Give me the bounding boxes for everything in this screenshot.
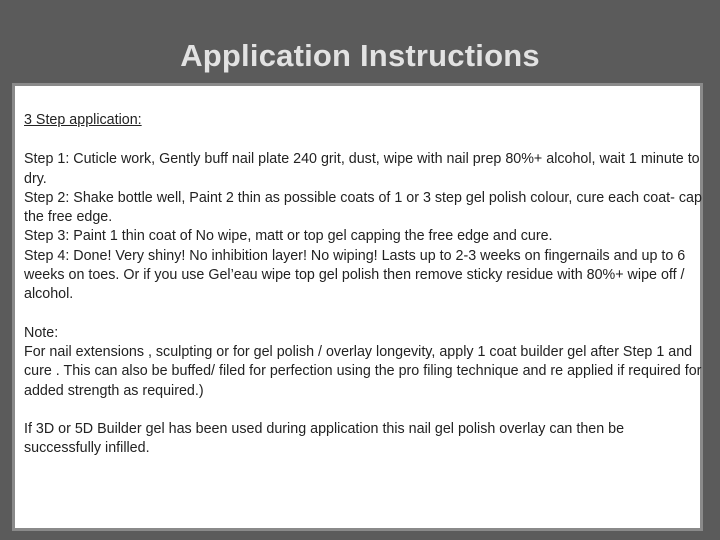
step-2: Step 2: Shake bottle well, Paint 2 thin as possible coats of 1 or 3 step gel polish colour, cure each coat- cap the free edge. (24, 189, 702, 226)
note-label: Note: (24, 324, 59, 341)
application-heading: 3 Step application: (24, 112, 142, 128)
spacer (24, 401, 702, 420)
instructions-text (24, 111, 702, 458)
slide-title: Application Instructions (180, 38, 540, 73)
spacer (24, 130, 702, 150)
instructions-panel (12, 83, 703, 531)
note-text: For nail extensions , sculpting or for gel polish / overlay longevity, apply 1 coat builder gel after Step 1 and cure . This can also be buffed/ filed for perfection using the pro filing technique and re applied if required for added strength as required.) (24, 343, 702, 399)
step-1: Step 1: Cuticle work, Gently buff nail plate 240 grit, dust, wipe with nail prep 80%+ alcohol, wait 1 minute to dry. (24, 151, 700, 187)
step-3: Step 3: Paint 1 thin coat of No wipe, matt or top gel capping the free edge and cure. (24, 228, 553, 245)
step-4: Step 4: Done! Very shiny! No inhibition layer! No wiping! Lasts up to 2-3 weeks on fingernails and up to 6 weeks on toes. Or if you use Gel’eau wipe top gel polish then remove sticky residue with 80%+ wipe off / alcohol. (24, 247, 686, 303)
spacer (24, 305, 702, 324)
infill-text: If 3D or 5D Builder gel has been used during application this nail gel polish overlay can then be successfully infilled. (24, 420, 625, 457)
